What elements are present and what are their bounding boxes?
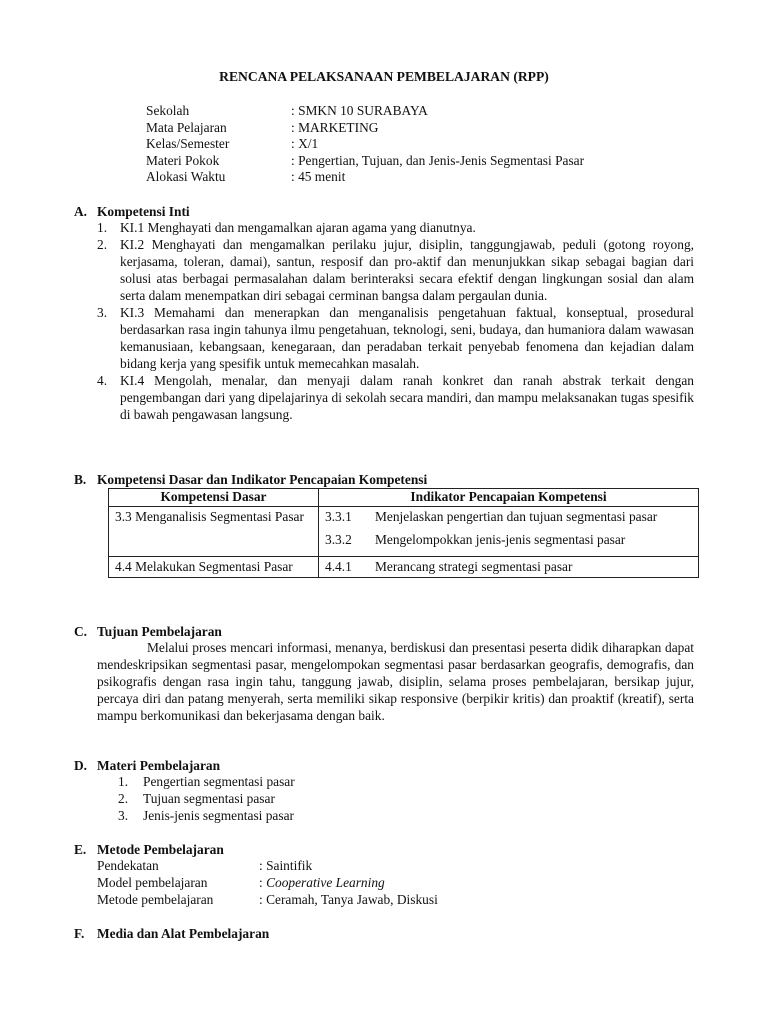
core-competency-list [97,219,694,423]
table-row [109,557,699,578]
item-text: Pengertian segmentasi pasar [143,774,295,789]
indicator-code: 4.4.1 [325,559,352,574]
list-item [97,236,694,304]
section-title: Kompetensi Inti [97,204,190,219]
method-row-method [97,891,438,908]
list-item [118,773,295,790]
table-header-row [109,489,699,507]
section-title: Metode Pembelajaran [97,842,224,857]
method-row-approach [97,857,438,874]
indicator-text: Menjelaskan pengertian dan tujuan segmentasi pasar [375,509,658,524]
section-letter: D. [74,758,88,773]
table-cell-kd: 4.4 Melakukan Segmentasi Pasar [109,557,319,578]
section-letter: F. [74,926,85,941]
list-item [97,219,694,236]
item-number: 1. [118,774,129,789]
list-item [118,807,295,824]
document-title: RENCANA PELAKSANAAN PEMBELAJARAN (RPP) [219,69,549,84]
table-cell-indicators [319,557,699,578]
method-label: Model pembelajaran [97,875,208,890]
section-title: Tujuan Pembelajaran [97,624,222,639]
method-value: : Saintifik [259,858,313,873]
competency-table [108,488,699,578]
section-title: Materi Pembelajaran [97,758,221,773]
section-letter: E. [74,842,87,857]
item-number: 4. [97,373,108,388]
item-text: KI.1 Menghayati dan mengamalkan ajaran agama yang dianutnya. [120,220,476,235]
section-heading-d [74,757,220,774]
info-value: : 45 menit [291,169,346,185]
info-row-time [146,168,584,185]
item-text: Tujuan segmentasi pasar [143,791,275,806]
item-number: 3. [118,808,129,823]
identity-block [146,102,584,185]
indicator-item [325,558,692,575]
info-row-subject [146,119,584,136]
method-value-prefix: : [259,875,267,890]
method-block [97,857,438,908]
section-heading-a [74,203,190,220]
section-title: Kompetensi Dasar dan Indikator Pencapaian Kompetensi [97,472,428,487]
info-value: : SMKN 10 SURABAYA [291,103,428,118]
item-text: Jenis-jenis segmentasi pasar [143,808,294,823]
section-letter: C. [74,624,88,639]
section-heading-e [74,841,224,858]
method-label: Pendekatan [97,858,159,873]
info-row-class [146,135,584,152]
method-row-model [97,874,438,891]
info-label: Materi Pokok [146,152,220,168]
column-header: Kompetensi Dasar [109,489,319,507]
item-number: 2. [97,237,108,252]
info-value: : X/1 [291,136,319,152]
list-item [118,790,295,807]
info-row-topic [146,152,584,169]
indicator-item [325,531,692,548]
list-item [97,304,694,372]
list-item [97,372,694,423]
info-row-school [146,102,584,119]
item-number: 3. [97,305,108,320]
item-number: 1. [97,220,108,235]
table-row [109,507,699,557]
item-text: KI.2 Menghayati dan mengamalkan perilaku jujur, disiplin, tanggungjawab, peduli (gotong royong, kerjasama, toleran, damai), santun, resposif dan pro-aktif dan menunjukkan sikap sebagai bagian dari solusi atas berbagai permasalahan dalam berinteraksi secara efektif dengan lingkungan sosial dan alam serta dalam menempatkan diri sebagai cerminan bangsa dalam pergaulan dunia. [120,237,694,303]
section-heading-f [74,925,269,942]
indicator-code: 3.3.1 [325,509,352,524]
method-value: : Ceramah, Tanya Jawab, Diskusi [259,892,438,907]
info-label: Mata Pelajaran [146,119,227,135]
indicator-text: Merancang strategi segmentasi pasar [375,559,573,574]
item-number: 2. [118,791,129,806]
column-header: Indikator Pencapaian Kompetensi [319,489,699,507]
section-title: Media dan Alat Pembelajaran [97,926,270,941]
item-text: KI.3 Memahami dan menerapkan dan menganalisis pengetahuan faktual, konseptual, prosedural berdasarkan rasa ingin tahunya ilmu pengetahuan, teknologi, seni, budaya, dan humaniora dalam wawasan kemanusiaan, kebangsaan, kenegaraan, dan peradaban terkait penyebab fenomena dan kejadian dalam bidang kerja yang spesifik untuk memecahkan masalah. [120,305,694,371]
method-value-italic: Cooperative Learning [266,875,385,890]
item-text: KI.4 Mengolah, menalar, dan menyaji dalam ranah konkret dan ranah abstrak terkait dengan pengembangan dari yang dipelajarinya di sekolah secara mandiri, dan mampu melaksanakan tugas spesifik di bawah pengawasan langsung. [120,373,694,422]
indicator-item [325,508,692,525]
indicator-code: 3.3.2 [325,532,352,547]
material-list [118,773,295,824]
info-label: Sekolah [146,103,190,118]
info-label: Kelas/Semester [146,136,230,152]
section-letter: B. [74,472,87,487]
method-label: Metode pembelajaran [97,892,214,907]
section-letter: A. [74,204,88,219]
info-label: Alokasi Waktu [146,169,226,185]
table-cell-kd: 3.3 Menganalisis Segmentasi Pasar [109,507,319,557]
table-cell-indicators [319,507,699,557]
info-value: : Pengertian, Tujuan, dan Jenis-Jenis Segmentasi Pasar [291,152,585,168]
learning-objective-paragraph: Melalui proses mencari informasi, menanya, berdiskusi dan presentasi peserta didik diharapkan dapat mendeskripsikan segmentasi pasar, mengelompokan segmentasi pasar berdasarkan geografis, demografis, dan psikografis dengan rasa ingin tahu, tanggung jawab, disiplin, selama proses pembelajaran, bersikap jujur, percaya diri dan patang menyerah, serta memiliki sikap responsive (berpikir kritis) dan proaktif (kreatif), serta mampu berkomunikasi dan bekerjasama dengan baik. [97,640,694,723]
section-heading-c [74,623,222,640]
indicator-text: Mengelompokkan jenis-jenis segmentasi pasar [375,532,626,547]
info-value: : MARKETING [291,119,379,135]
section-heading-b [74,471,427,488]
